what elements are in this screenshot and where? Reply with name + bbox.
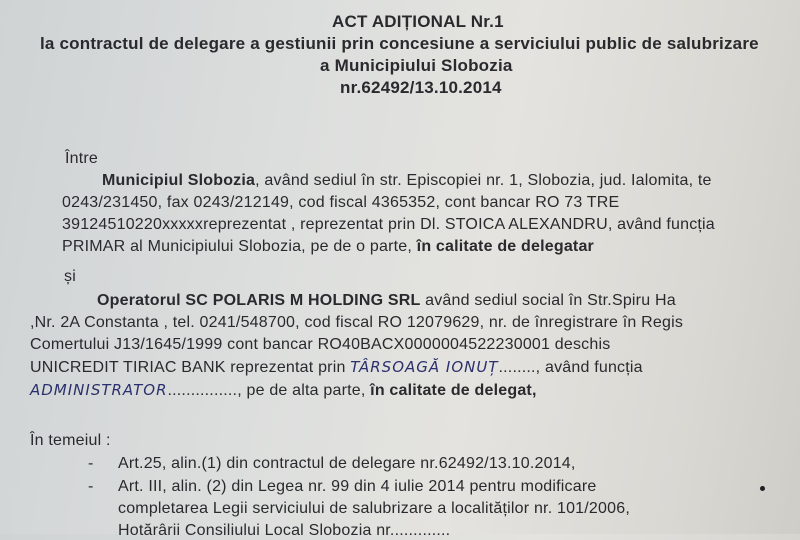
grounds-intro: În temeiul : (30, 432, 111, 449)
representative-name-handwritten: TÂRSOAGĂ IONUȚ (350, 358, 499, 376)
party2-line4 (30, 358, 643, 377)
ink-dot-mark (760, 486, 765, 491)
connector-word: și (64, 268, 76, 285)
document-subtitle-line2: a Municipiului Slobozia (320, 56, 513, 75)
grounds-item-2: Art. III, alin. (2) din Legea nr. 99 din 4 iulie 2014 pentru modificare (118, 478, 597, 495)
party2-name: Operatorul SC POLARIS M HOLDING SRL (97, 292, 421, 309)
party1-line2: 0243/231450, fax 0243/212149, cod fiscal 4365352, cont bancar RO 73 TRE (62, 194, 620, 211)
party1-line3: 39124510220xxxxxreprezentat , reprezentat prin Dl. STOICA ALEXANDRU, având funcția (62, 216, 715, 233)
document-subtitle-line1: la contractul de delegare a gestiunii prin concesiune a serviciului public de salubrizare (40, 34, 759, 53)
party1-capacity: în calitate de delegatar (416, 238, 594, 255)
party2-dots: ............... (167, 382, 238, 399)
grounds-item-2-continuation: completarea Legii serviciului de salubrizare a localităților nr. 101/2006, (118, 500, 630, 517)
party1-line1 (102, 172, 712, 190)
party1-role-text: PRIMAR al Municipiului Slobozia, pe de o parte, (62, 238, 417, 255)
role-handwritten: ADMINISTRATOR (30, 381, 168, 399)
intro-word: Între (65, 150, 99, 167)
bullet-dash-2: - (88, 478, 94, 495)
bullet-dash-1: - (88, 455, 94, 472)
party2-line3: Comertului J13/1645/1999 cont bancar RO40BACX0000004522230001 deschis (30, 336, 611, 353)
document-title: ACT ADIȚIONAL Nr.1 (332, 12, 504, 31)
party1-name: Municipiul Slobozia (102, 172, 256, 189)
party1-address: , având sediul în str. Episcopiei nr. 1, Slobozia, jud. Ialomita, te (255, 172, 712, 189)
party2-other-part: , pe de alta parte, (237, 382, 371, 399)
party2-capacity: în calitate de delegat, (370, 382, 537, 399)
contract-reference: nr.62492/13.10.2014 (340, 78, 502, 97)
party2-address: având sediul social în Str.Spiru Ha (420, 292, 676, 309)
party2-line5 (30, 381, 537, 400)
grounds-item-1: Art.25, alin.(1) din contractul de delegare nr.62492/13.10.2014, (118, 455, 576, 472)
party2-function-label: ........, având funcția (498, 359, 643, 376)
party2-line2: ,Nr. 2A Constanta , tel. 0241/548700, cod fiscal RO 12079629, nr. de înregistrare în Regis (30, 314, 684, 331)
party1-line4 (62, 238, 594, 256)
grounds-item-3: Hotărârii Consiliului Local Slobozia nr............. (118, 522, 451, 539)
party2-line1 (97, 292, 676, 310)
party2-represented-by: UNICREDIT TIRIAC BANK reprezentat prin (30, 359, 346, 376)
